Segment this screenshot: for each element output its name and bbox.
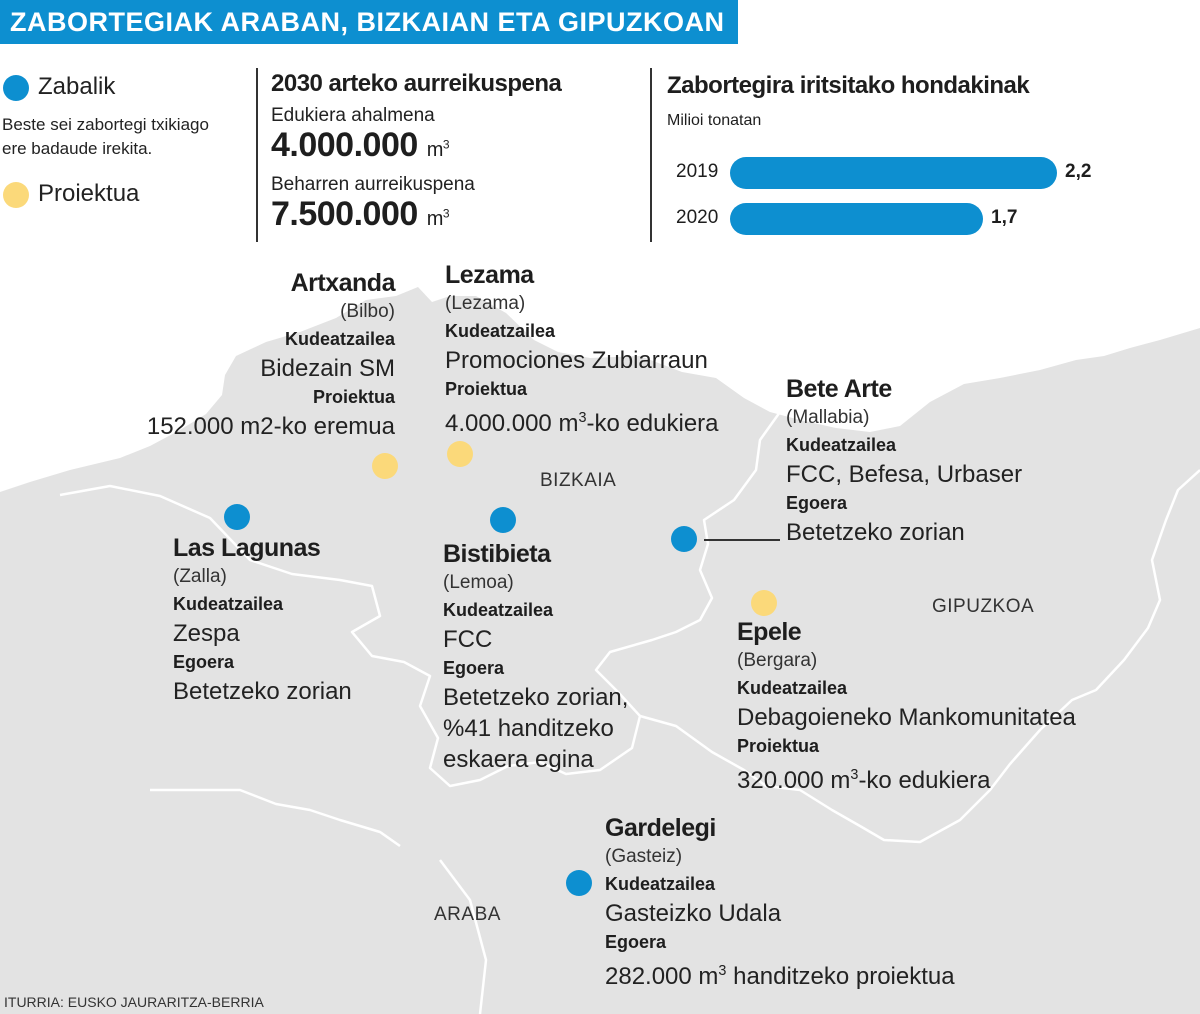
site-value: Zespa xyxy=(173,620,240,647)
site-place: (Lemoa) xyxy=(443,572,514,593)
site-label: Kudeatzailea xyxy=(737,678,848,698)
site-value: %41 handitzeko xyxy=(443,715,614,742)
chart-subtitle: Milioi tonatan xyxy=(667,112,762,129)
site-bistibieta xyxy=(443,539,628,775)
marker-artxanda[interactable] xyxy=(372,453,398,479)
site-place: (Lezama) xyxy=(445,293,526,314)
divider-2 xyxy=(650,68,652,242)
site-value: 152.000 m2-ko eremua xyxy=(146,413,395,440)
need-value xyxy=(271,195,449,234)
site-place: (Mallabia) xyxy=(786,407,870,428)
site-name: Bete Arte xyxy=(786,375,892,403)
legend-project-label: Proiektua xyxy=(38,180,140,207)
capacity-label: Edukiera ahalmena xyxy=(271,105,435,126)
legend-project-dot xyxy=(3,182,29,208)
site-value: Betetzeko zorian xyxy=(173,678,352,705)
need-number: 7.500.000 xyxy=(271,195,418,233)
site-value: FCC, Befesa, Urbaser xyxy=(786,461,1023,488)
site-place: (Gasteiz) xyxy=(605,846,683,867)
site-label: Kudeatzailea xyxy=(443,600,554,620)
legend-open-label: Zabalik xyxy=(38,73,116,100)
site-label: Kudeatzailea xyxy=(284,329,395,349)
marker-betearte[interactable] xyxy=(671,526,697,552)
forecast-heading: 2030 arteko aurreikuspena xyxy=(271,70,562,97)
site-name: Artxanda xyxy=(290,269,395,297)
site-label: Kudeatzailea xyxy=(445,321,556,341)
site-name: Las Lagunas xyxy=(173,534,321,562)
site-name: Lezama xyxy=(445,261,534,289)
site-value: Betetzeko zorian, xyxy=(443,684,629,711)
capacity-value xyxy=(271,126,449,165)
site-epele xyxy=(737,617,1076,796)
site-artxanda xyxy=(147,268,395,442)
marker-epele[interactable] xyxy=(751,590,777,616)
site-value: 320.000 $m^3-ko$ edukiera xyxy=(737,767,991,794)
site-place: (Zalla) xyxy=(173,566,227,587)
bar-category-label: 2020 xyxy=(676,207,719,228)
bar-category-label: 2019 xyxy=(676,161,719,182)
bar-2020 xyxy=(730,203,983,235)
site-value: Betetzeko zorian xyxy=(786,519,965,546)
marker-gardelegi[interactable] xyxy=(566,870,592,896)
page-title: ZABORTEGIAK ARABAN, BIZKAIAN ETA GIPUZKOAN xyxy=(10,6,725,37)
legend-note-line2: ere badaude irekita. xyxy=(2,139,153,158)
site-label: Proiektua xyxy=(445,379,528,399)
need-label: Beharren aurreikuspena xyxy=(271,174,475,195)
bar-value-label: 2,2 xyxy=(1065,161,1092,182)
site-label: Kudeatzailea xyxy=(173,594,284,614)
site-betearte xyxy=(786,374,1022,548)
site-name: Gardelegi xyxy=(605,814,716,842)
site-value: Bidezain SM xyxy=(260,355,395,382)
marker-lezama[interactable] xyxy=(447,441,473,467)
site-label: Kudeatzailea xyxy=(605,874,716,894)
title-banner xyxy=(0,0,738,44)
region-araba: ARABA xyxy=(434,904,501,925)
need-unit: $m^3$ xyxy=(426,206,450,230)
site-value: 282.000 $m^3$ handitzeko proiektua xyxy=(605,963,955,990)
region-bizkaia: BIZKAIA xyxy=(540,470,617,491)
capacity-unit: $m^3$ xyxy=(426,137,450,161)
site-lezama xyxy=(445,260,719,439)
legend-open-dot xyxy=(3,75,29,101)
site-name: Bistibieta xyxy=(443,540,551,568)
site-label: Proiektua xyxy=(737,736,820,756)
site-label: Egoera xyxy=(443,658,505,678)
site-place: (Bilbo) xyxy=(340,301,395,322)
site-label: Proiektua xyxy=(312,387,395,407)
bar-2019 xyxy=(730,157,1057,189)
site-name: Epele xyxy=(737,618,802,646)
site-value: eskaera egina xyxy=(443,746,594,773)
bar-value-label: 1,7 xyxy=(991,207,1018,228)
capacity-number: 4.000.000 xyxy=(271,126,418,164)
site-place: (Bergara) xyxy=(737,650,818,671)
chart-title: Zabortegira iritsitako hondakinak xyxy=(667,72,1030,99)
site-laslagunas xyxy=(173,533,352,707)
site-value: Promociones Zubiarraun xyxy=(445,347,708,374)
site-value: Debagoieneko Mankomunitatea xyxy=(737,704,1076,731)
site-label: Egoera xyxy=(605,932,667,952)
region-gipuzkoa: GIPUZKOA xyxy=(932,596,1035,617)
site-value: FCC xyxy=(443,626,493,653)
site-gardelegi xyxy=(605,813,955,992)
site-label: Egoera xyxy=(786,493,848,513)
betearte-leader-line xyxy=(704,539,780,541)
marker-bistibieta[interactable] xyxy=(490,507,516,533)
legend-note xyxy=(2,113,209,161)
site-value: 4.000.000 $m^3-ko$ edukiera xyxy=(445,410,719,437)
source-credit: ITURRIA: EUSKO JAURARITZA-BERRIA xyxy=(4,994,264,1010)
marker-laslagunas[interactable] xyxy=(224,504,250,530)
site-label: Egoera xyxy=(173,652,235,672)
site-value: Gasteizko Udala xyxy=(605,900,782,927)
site-label: Kudeatzailea xyxy=(786,435,897,455)
divider-1 xyxy=(256,68,258,242)
legend-note-line1: Beste sei zabortegi txikiago xyxy=(2,115,209,134)
